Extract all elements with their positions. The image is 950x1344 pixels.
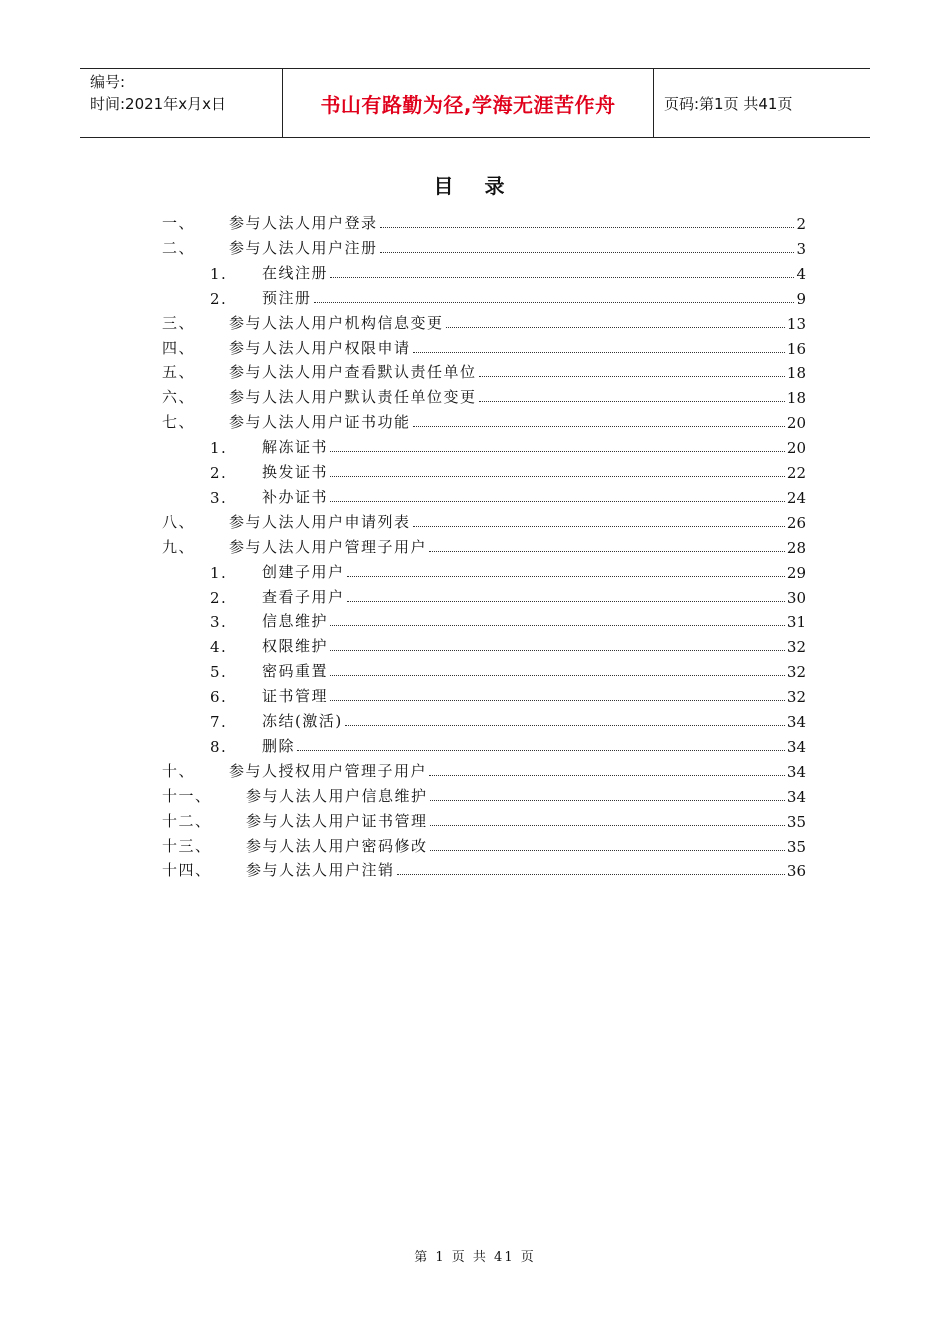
toc-entry[interactable] xyxy=(162,357,806,382)
toc-entry-number: 8. xyxy=(210,737,228,756)
toc-entry[interactable] xyxy=(162,532,806,557)
toc-entry-label: 参与人法人用户机构信息变更 xyxy=(229,313,444,332)
toc-entry-page: 34 xyxy=(786,713,806,731)
toc-entry-page: 20 xyxy=(786,439,806,458)
toc-leader-dots xyxy=(380,227,795,228)
toc-leader-dots xyxy=(347,601,785,602)
toc-entry-page: 32 xyxy=(786,663,806,682)
toc-leader-dots xyxy=(330,700,785,701)
toc-entry-label: 参与人法人用户管理子用户 xyxy=(229,537,428,556)
toc-leader-dots xyxy=(314,302,795,303)
toc-leader-dots xyxy=(380,252,795,253)
toc-entry-number: 五、 xyxy=(162,363,196,382)
toc-entry[interactable] xyxy=(162,831,806,856)
toc-entry[interactable] xyxy=(162,855,806,880)
toc-entry-label: 参与人法人用户默认责任单位变更 xyxy=(229,388,477,407)
toc-entry[interactable] xyxy=(210,582,806,607)
header-motto-cell xyxy=(282,69,654,137)
toc-entry-label: 预注册 xyxy=(262,288,312,307)
toc-leader-dots xyxy=(397,874,785,875)
toc-entry-number: 3. xyxy=(210,488,228,507)
toc-entry-label: 查看子用户 xyxy=(262,587,345,606)
toc-entry-label: 补办证书 xyxy=(262,487,329,506)
toc-entry-number: 6. xyxy=(210,688,228,707)
toc-entry-label: 参与人法人用户信息维护 xyxy=(246,786,428,805)
toc-entry[interactable] xyxy=(162,781,806,806)
toc-leader-dots xyxy=(430,850,785,851)
toc-entry-label: 参与人法人用户证书功能 xyxy=(229,413,411,432)
toc-entry[interactable] xyxy=(210,557,806,582)
toc-entry-number: 十、 xyxy=(162,761,196,780)
toc-entry-page: 18 xyxy=(786,389,806,408)
toc-leader-dots xyxy=(330,277,794,278)
toc-entry-number: 1. xyxy=(210,439,228,458)
toc-entry-label: 冻结(激活) xyxy=(262,712,343,730)
toc-entry-page: 29 xyxy=(786,563,806,582)
toc-entry[interactable] xyxy=(162,233,806,258)
toc-entry-page: 26 xyxy=(786,513,806,532)
toc-entry-page: 36 xyxy=(786,862,806,881)
toc-entry[interactable] xyxy=(162,407,806,432)
toc-entry-label: 参与人法人用户证书管理 xyxy=(246,811,428,830)
toc-entry-label: 参与人法人用户登录 xyxy=(229,214,378,232)
toc-entry-label: 创建子用户 xyxy=(262,562,345,581)
toc-entry-label: 权限维护 xyxy=(262,637,329,656)
toc-entry[interactable] xyxy=(210,731,806,756)
toc-entry-label: 参与人法人用户权限申请 xyxy=(229,338,411,357)
toc-entry[interactable] xyxy=(210,631,806,656)
toc-entry-page: 32 xyxy=(786,688,806,707)
toc-leader-dots xyxy=(479,401,785,402)
toc-entry-label: 信息维护 xyxy=(262,612,329,631)
toc-entry[interactable] xyxy=(162,333,806,358)
toc-entry-page: 18 xyxy=(786,364,806,383)
toc-leader-dots xyxy=(330,451,785,452)
toc-entry-page: 31 xyxy=(786,613,806,632)
toc-entry-number: 3. xyxy=(210,613,228,632)
toc-title: 目 录 xyxy=(433,174,517,198)
toc-leader-dots xyxy=(345,725,785,726)
toc-entry-number: 2. xyxy=(210,464,228,482)
toc-entry-page: 16 xyxy=(786,339,806,358)
toc-leader-dots xyxy=(413,352,785,353)
toc-entry-label: 参与人法人用户申请列表 xyxy=(229,512,411,531)
header-page-label: 页码:第1页 共41页 xyxy=(664,94,793,113)
toc-entry-page: 28 xyxy=(786,538,806,557)
toc-entry-page: 9 xyxy=(796,289,806,308)
toc-entry-label: 密码重置 xyxy=(262,662,329,681)
toc-entry-page: 32 xyxy=(786,638,806,657)
toc-entry[interactable] xyxy=(210,258,806,283)
toc-entry-label: 解冻证书 xyxy=(262,438,329,457)
toc-entry-page: 24 xyxy=(786,488,806,507)
toc-leader-dots xyxy=(479,376,785,377)
page-footer: 第 1 页 共 41 页 xyxy=(414,1250,536,1265)
toc-entry-label: 在线注册 xyxy=(262,263,329,282)
toc-entry[interactable] xyxy=(162,806,806,831)
toc-entry[interactable] xyxy=(162,208,806,233)
toc-entry-page: 35 xyxy=(786,812,806,831)
toc-leader-dots xyxy=(330,476,785,477)
toc-entry-number: 七、 xyxy=(162,413,196,432)
toc-leader-dots xyxy=(330,675,785,676)
toc-entry-number: 二、 xyxy=(162,238,196,257)
toc-entry[interactable] xyxy=(210,656,806,681)
toc-entry-number: 三、 xyxy=(162,313,196,332)
toc-entry-page: 4 xyxy=(796,264,806,283)
toc-entry-number: 2. xyxy=(210,289,228,308)
toc-entry-label: 参与人法人用户查看默认责任单位 xyxy=(229,363,477,382)
toc-entry-number: 1. xyxy=(210,563,228,582)
toc-entry[interactable] xyxy=(210,681,806,706)
toc-entry[interactable] xyxy=(210,706,806,731)
toc-leader-dots xyxy=(413,526,785,527)
header-motto: 书山有路勤为径,学海无涯苦作舟 xyxy=(320,92,616,117)
toc-entry[interactable] xyxy=(162,756,806,781)
toc-entry-number: 4. xyxy=(210,638,228,657)
toc-entry-number: 1. xyxy=(210,264,228,283)
toc-entry-page: 20 xyxy=(786,414,806,433)
toc-entry-number: 四、 xyxy=(162,338,196,357)
toc-entry-label: 删除 xyxy=(262,736,296,755)
toc-leader-dots xyxy=(347,576,785,577)
toc-entry-page: 34 xyxy=(786,737,806,756)
toc-leader-dots xyxy=(330,501,785,502)
time-label: 时间:2021年x月x日 xyxy=(90,95,226,113)
toc-entry-label: 参与人法人用户密码修改 xyxy=(246,836,428,855)
toc-entry[interactable] xyxy=(162,308,806,333)
toc-entry[interactable] xyxy=(210,606,806,631)
toc-leader-dots xyxy=(429,775,785,776)
toc-entry-number: 十一、 xyxy=(162,786,212,805)
toc-entry-label: 参与人法人用户注册 xyxy=(229,238,378,257)
toc-entry-number: 十二、 xyxy=(162,811,212,830)
toc-entry[interactable] xyxy=(210,432,806,457)
toc-leader-dots xyxy=(330,625,785,626)
toc-entry-number: 六、 xyxy=(162,388,196,407)
toc-leader-dots xyxy=(446,327,785,328)
toc-entry-page: 34 xyxy=(786,762,806,781)
toc-entry-label: 证书管理 xyxy=(262,687,329,706)
toc-leader-dots xyxy=(413,426,785,427)
toc-entry[interactable] xyxy=(162,507,806,532)
toc-entry[interactable] xyxy=(210,482,806,507)
toc-entry[interactable] xyxy=(210,457,806,482)
toc-entry-page: 13 xyxy=(786,314,806,333)
toc-entry-page: 35 xyxy=(786,837,806,856)
page-header xyxy=(80,68,870,138)
header-meta xyxy=(80,69,282,137)
toc-leader-dots xyxy=(430,825,785,826)
toc-entry-label: 参与人法人用户注销 xyxy=(246,861,395,880)
toc-entry-number: 一、 xyxy=(162,214,196,232)
header-page-cell xyxy=(654,69,870,137)
toc-entry[interactable] xyxy=(210,283,806,308)
toc-leader-dots xyxy=(429,551,785,552)
toc-entry-page: 2 xyxy=(796,215,806,233)
toc-entry-page: 30 xyxy=(786,588,806,607)
toc-leader-dots xyxy=(297,750,785,751)
toc-entry[interactable] xyxy=(162,382,806,407)
toc-entry-number: 7. xyxy=(210,713,228,731)
toc-entry-page: 22 xyxy=(786,464,806,482)
toc-entry-number: 十三、 xyxy=(162,836,212,855)
toc-entry-number: 5. xyxy=(210,663,228,682)
toc-entry-number: 八、 xyxy=(162,512,196,531)
toc-leader-dots xyxy=(330,650,785,651)
toc-entry-page: 34 xyxy=(786,787,806,806)
toc-entry-page: 3 xyxy=(796,239,806,258)
toc-entry-number: 九、 xyxy=(162,537,196,556)
toc-entry-number: 十四、 xyxy=(162,861,212,880)
toc-leader-dots xyxy=(430,800,785,801)
toc-entry-number: 2. xyxy=(210,588,228,607)
code-label: 编号: xyxy=(90,73,126,91)
toc-entry-label: 参与人授权用户管理子用户 xyxy=(229,761,428,780)
toc-entry-label: 换发证书 xyxy=(262,463,329,481)
